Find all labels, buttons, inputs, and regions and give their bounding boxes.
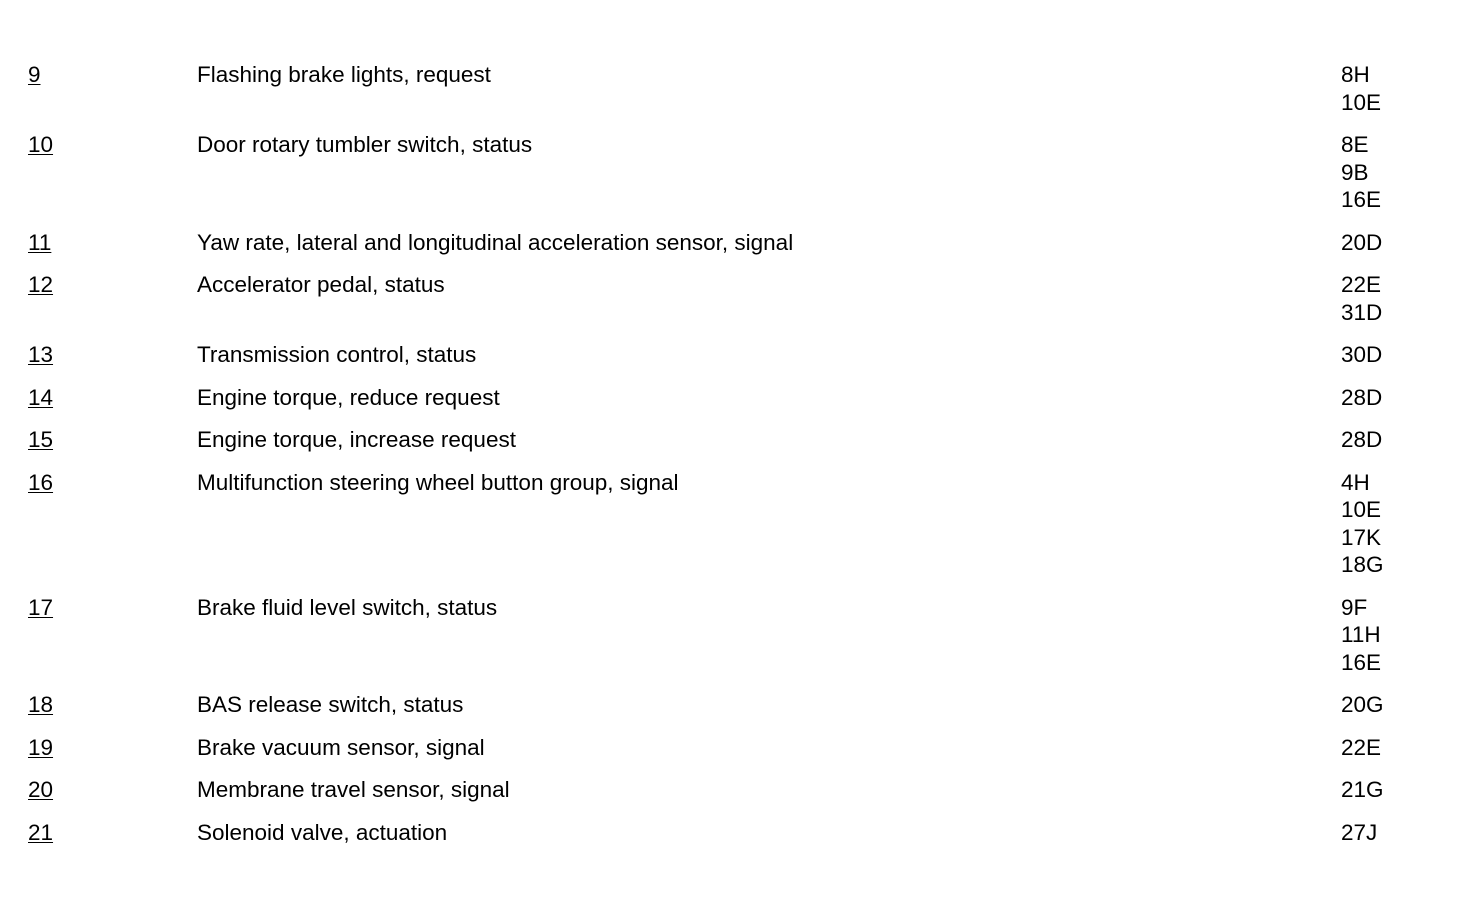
row-number-cell xyxy=(28,734,197,762)
table-row xyxy=(28,61,1448,116)
reference-code: 11H xyxy=(1341,622,1381,647)
row-number-cell xyxy=(28,426,197,454)
row-number-link[interactable]: 20 xyxy=(28,777,54,802)
row-number-link[interactable]: 14 xyxy=(28,384,54,410)
row-number-cell xyxy=(28,61,197,89)
row-number-cell xyxy=(28,469,197,497)
reference-code: 28D xyxy=(1341,384,1383,410)
row-number-cell xyxy=(28,384,197,412)
reference-code: 22E xyxy=(1341,272,1382,297)
reference-code: 31D xyxy=(1341,299,1383,325)
row-description: Yaw rate, lateral and longitudinal acceleration sensor, signal xyxy=(197,229,794,255)
reference-code: 21G xyxy=(1341,777,1384,802)
reference-code: 9B xyxy=(1341,159,1369,185)
table-row xyxy=(28,271,1448,326)
table-row xyxy=(28,691,1448,719)
reference-code: 16E xyxy=(1341,649,1382,675)
row-references xyxy=(1341,61,1448,116)
row-references xyxy=(1341,776,1448,804)
row-references xyxy=(1341,819,1448,847)
reference-code: 27J xyxy=(1341,819,1378,845)
row-description: Membrane travel sensor, signal xyxy=(197,777,510,802)
row-references xyxy=(1341,426,1448,454)
table-row xyxy=(28,131,1448,214)
table-row xyxy=(28,819,1448,847)
row-references xyxy=(1341,131,1448,214)
table-row xyxy=(28,384,1448,412)
row-number-cell xyxy=(28,691,197,719)
row-number-link[interactable]: 12 xyxy=(28,272,54,297)
reference-code: 8H xyxy=(1341,62,1370,87)
table-row xyxy=(28,341,1448,369)
row-description: Multifunction steering wheel button group, signal xyxy=(197,469,679,495)
reference-code: 4H xyxy=(1341,469,1370,495)
row-description: Accelerator pedal, status xyxy=(197,272,445,297)
row-references xyxy=(1341,341,1448,369)
reference-code: 28D xyxy=(1341,427,1383,452)
row-number-cell xyxy=(28,131,197,159)
row-number-link[interactable]: 9 xyxy=(28,62,41,87)
reference-code: 17K xyxy=(1341,524,1382,550)
table-row xyxy=(28,426,1448,454)
row-number-cell xyxy=(28,819,197,847)
row-references xyxy=(1341,384,1448,412)
table-row xyxy=(28,594,1448,677)
row-number-cell xyxy=(28,271,197,299)
row-references xyxy=(1341,734,1448,762)
row-description: Solenoid valve, actuation xyxy=(197,819,448,845)
row-description: Transmission control, status xyxy=(197,342,477,367)
row-references xyxy=(1341,229,1448,257)
row-number-link[interactable]: 15 xyxy=(28,427,54,452)
row-description: Flashing brake lights, request xyxy=(197,62,491,87)
row-number-cell xyxy=(28,341,197,369)
row-number-cell xyxy=(28,776,197,804)
table-row xyxy=(28,469,1448,579)
row-description: Brake fluid level switch, status xyxy=(197,594,498,620)
row-references xyxy=(1341,469,1448,579)
reference-code: 16E xyxy=(1341,187,1382,212)
reference-code: 18G xyxy=(1341,552,1384,577)
row-number-link[interactable]: 21 xyxy=(28,819,54,845)
row-description: BAS release switch, status xyxy=(197,692,464,717)
row-description: Door rotary tumbler switch, status xyxy=(197,132,533,157)
row-number-link[interactable]: 13 xyxy=(28,342,54,367)
table-row xyxy=(28,776,1448,804)
reference-code: 30D xyxy=(1341,342,1383,367)
row-number-link[interactable]: 19 xyxy=(28,734,54,760)
row-number-link[interactable]: 16 xyxy=(28,469,54,495)
row-description: Brake vacuum sensor, signal xyxy=(197,734,485,760)
row-number-link[interactable]: 10 xyxy=(28,132,54,157)
row-description: Engine torque, reduce request xyxy=(197,384,500,410)
reference-code: 22E xyxy=(1341,734,1382,760)
row-number-cell xyxy=(28,594,197,622)
row-description: Engine torque, increase request xyxy=(197,427,516,452)
row-references xyxy=(1341,594,1448,677)
reference-code: 10E xyxy=(1341,89,1382,115)
reference-code: 20G xyxy=(1341,692,1384,717)
row-number-cell xyxy=(28,229,197,257)
row-references xyxy=(1341,691,1448,719)
table-row xyxy=(28,229,1448,257)
reference-code: 20D xyxy=(1341,229,1383,255)
row-number-link[interactable]: 11 xyxy=(28,229,52,255)
table-row xyxy=(28,734,1448,762)
row-references xyxy=(1341,271,1448,326)
row-number-link[interactable]: 18 xyxy=(28,692,54,717)
reference-code: 10E xyxy=(1341,497,1382,522)
reference-code: 8E xyxy=(1341,132,1369,157)
row-number-link[interactable]: 17 xyxy=(28,594,54,620)
reference-code: 9F xyxy=(1341,594,1368,620)
signal-table xyxy=(28,61,1448,861)
